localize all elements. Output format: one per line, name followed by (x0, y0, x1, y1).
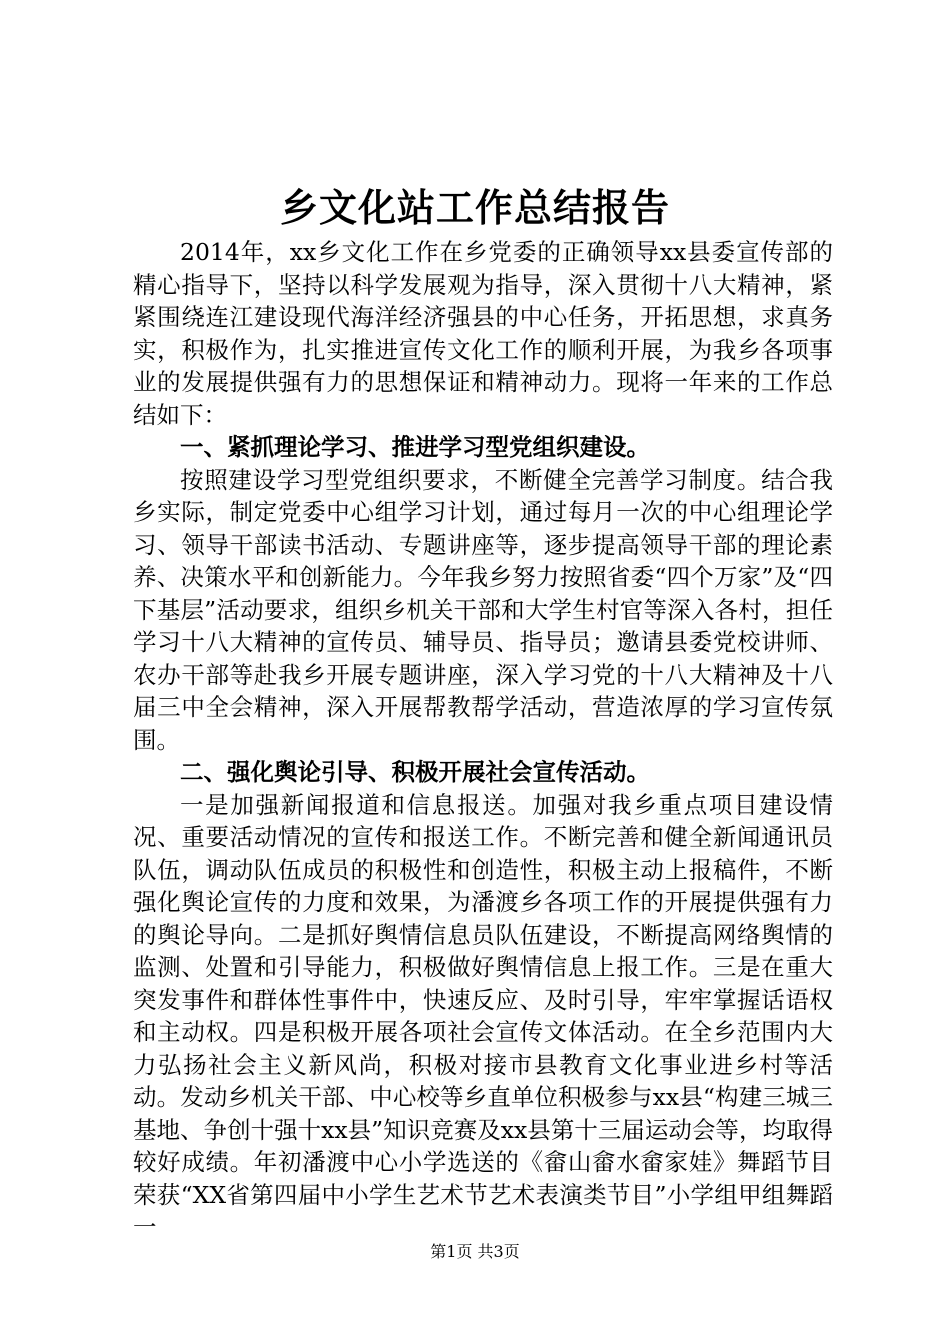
page-number-footer: 第1页 共3页 (430, 1242, 520, 1261)
section-2-paragraph: 一是加强新闻报道和信息报送。加强对我乡重点项目建设情况、重要活动情况的宣传和报送工作。不断完善和健全新闻通讯员队伍，调动队伍成员的积极性和创造性，积极主动上报稿件，不断强化舆论宣传的力度和效果，为潘渡乡各项工作的开展提供强有力的舆论导向。二是抓好舆情信息员队伍建设，不断提高网络舆情的监测、处置和引导能力，积极做好舆情信息上报工作。三是在重大突发事件和群体性事件中，快速反应、及时引导，牢牢掌握话语权和主动权。四是积极开展各项社会宣传文体活动。在全乡范围内大力弘扬社会主义新风尚，积极对接市县教育文化事业进乡村等活动。发动乡机关干部、中心校等乡直单位积极参与xx县“构建三城三基地、争创十强十xx县”知识竞赛及xx县第十三届运动会等，均取得较好成绩。年初潘渡中心小学选送的《畲山畲水畲家娃》舞蹈节目荣获“XX省第四届中小学生艺术节艺术表演类节目”小学组甲组舞蹈一 (133, 790, 833, 1241)
section-1-paragraph: 按照建设学习型党组织要求，不断健全完善学习制度。结合我乡实际，制定党委中心组学习计划，通过每月一次的中心组理论学习、领导干部读书活动、专题讲座等，逐步提高领导干部的理论素养、决策水平和创新能力。今年我乡努力按照省委“四个万家”及“四下基层”活动要求，组织乡机关干部和大学生村官等深入各村，担任学习十八大精神的宣传员、辅导员、指导员；邀请县委党校讲师、农办干部等赴我乡开展专题讲座，深入学习党的十八大精神及十八届三中全会精神，深入开展帮教帮学活动，营造浓厚的学习宣传氛围。 (133, 465, 833, 754)
intro-paragraph: 2014年，xx乡文化工作在乡党委的正确领导xx县委宣传部的精心指导下，坚持以科学发展观为指导，深入贯彻十八大精神，紧紧围绕连江建设现代海洋经济强县的中心任务，开拓思想，求真务实，积极作为，扎实推进宣传文化工作的顺利开展，为我乡各项事业的发展提供强有力的思想保证和精神动力。现将一年来的工作总结如下： (133, 238, 833, 429)
section-heading-2: 二、强化舆论引导、积极开展社会宣传活动。 (180, 758, 650, 786)
document-body (133, 236, 833, 1244)
document-title: 乡文化站工作总结报告 (279, 185, 670, 230)
section-heading-1: 一、紧抓理论学习、推进学习型党组织建设。 (180, 433, 650, 461)
